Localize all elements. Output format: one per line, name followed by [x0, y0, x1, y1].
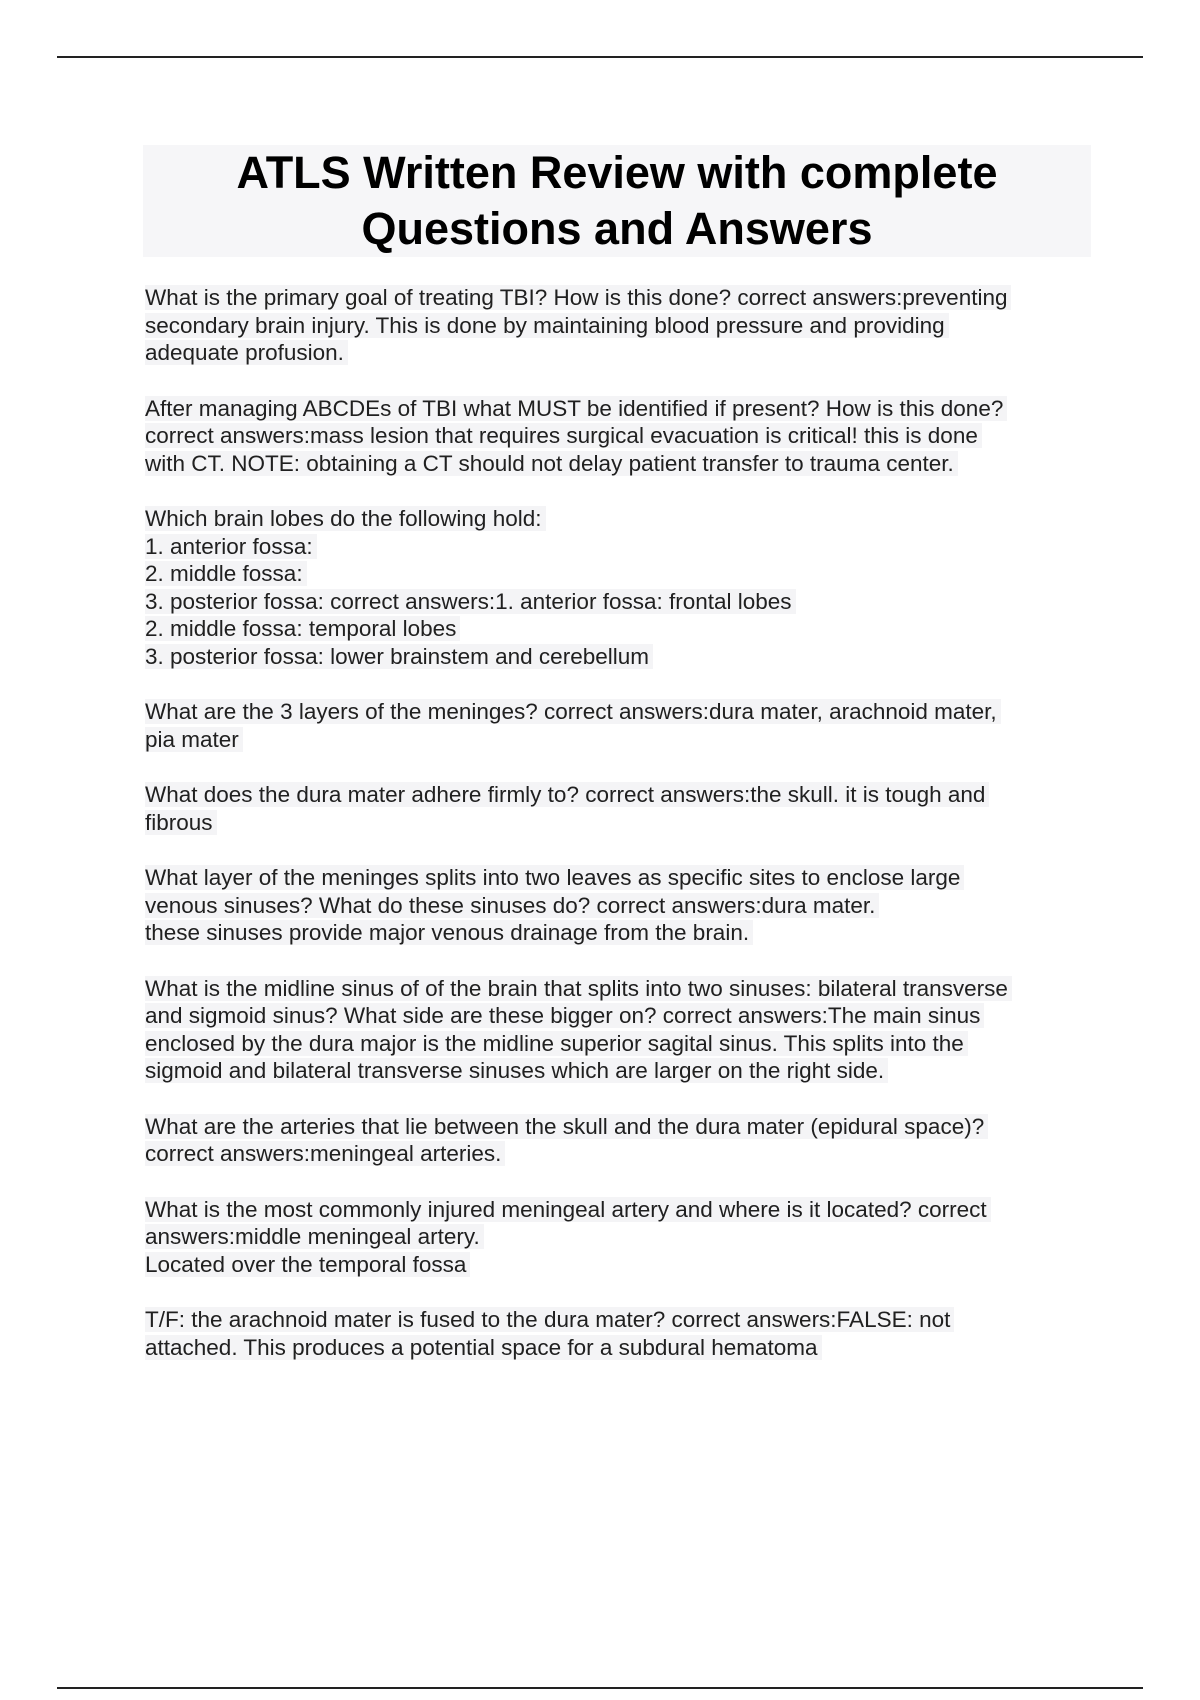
qa-item	[145, 864, 1075, 947]
qa-line-text: After managing ABCDEs of TBI what MUST be identified if present? How is this done?	[145, 396, 1007, 421]
qa-line	[145, 560, 1075, 588]
qa-line-text: 3. posterior fossa: correct answers:1. anterior fossa: frontal lobes	[145, 589, 796, 614]
qa-line	[145, 1251, 1075, 1279]
qa-line	[145, 781, 1075, 809]
bottom-rule	[57, 1687, 1143, 1689]
qa-line-text: What does the dura mater adhere firmly to? correct answers:the skull. it is tough and	[145, 782, 989, 807]
qa-line	[145, 284, 1075, 312]
qa-line-text: What layer of the meninges splits into two leaves as specific sites to enclose large	[145, 865, 964, 890]
qa-line	[145, 643, 1075, 671]
qa-line	[145, 615, 1075, 643]
qa-line-text: Which brain lobes do the following hold:	[145, 506, 546, 531]
qa-line-text: Located over the temporal fossa	[145, 1252, 470, 1277]
qa-line-text: these sinuses provide major venous drainage from the brain.	[145, 920, 753, 945]
qa-item	[145, 1196, 1075, 1279]
qa-line	[145, 1030, 1075, 1058]
qa-line-text: answers:middle meningeal artery.	[145, 1224, 484, 1249]
qa-line-text: enclosed by the dura major is the midline superior sagital sinus. This splits into the	[145, 1031, 968, 1056]
qa-line	[145, 1113, 1075, 1141]
qa-line-text: secondary brain injury. This is done by maintaining blood pressure and providing	[145, 313, 949, 338]
qa-line-text: 2. middle fossa:	[145, 561, 307, 586]
qa-line-text: attached. This produces a potential space for a subdural hematoma	[145, 1335, 822, 1360]
qa-item	[145, 781, 1075, 836]
qa-line	[145, 450, 1075, 478]
qa-line	[145, 1334, 1075, 1362]
qa-line-text: with CT. NOTE: obtaining a CT should not delay patient transfer to trauma center.	[145, 451, 958, 476]
qa-line-text: 1. anterior fossa:	[145, 534, 317, 559]
qa-item	[145, 505, 1075, 670]
qa-line	[145, 1196, 1075, 1224]
qa-item	[145, 1306, 1075, 1361]
qa-item	[145, 395, 1075, 478]
qa-list	[145, 284, 1075, 1389]
qa-line-text: fibrous	[145, 810, 217, 835]
qa-line-text: T/F: the arachnoid mater is fused to the dura mater? correct answers:FALSE: not	[145, 1307, 954, 1332]
qa-line	[145, 892, 1075, 920]
qa-line	[145, 698, 1075, 726]
qa-line	[145, 505, 1075, 533]
qa-line	[145, 422, 1075, 450]
qa-line-text: What is the primary goal of treating TBI? How is this done? correct answers:preventing	[145, 285, 1011, 310]
top-rule	[57, 56, 1143, 58]
qa-line	[145, 1140, 1075, 1168]
qa-item	[145, 284, 1075, 367]
qa-line-text: correct answers:mass lesion that requires surgical evacuation is critical! this is done	[145, 423, 982, 448]
qa-line-text: What is the most commonly injured meningeal artery and where is it located? correct	[145, 1197, 991, 1222]
qa-line	[145, 395, 1075, 423]
qa-line-text: pia mater	[145, 727, 243, 752]
qa-line	[145, 1223, 1075, 1251]
qa-line	[145, 588, 1075, 616]
qa-line	[145, 809, 1075, 837]
title-line: Questions and Answers	[361, 203, 873, 254]
qa-line-text: correct answers:meningeal arteries.	[145, 1141, 505, 1166]
qa-line	[145, 975, 1075, 1003]
qa-item	[145, 698, 1075, 753]
qa-line	[145, 533, 1075, 561]
qa-line	[145, 864, 1075, 892]
qa-line	[145, 339, 1075, 367]
qa-line	[145, 1057, 1075, 1085]
qa-line	[145, 1306, 1075, 1334]
title-line: ATLS Written Review with complete	[236, 147, 998, 198]
qa-line-text: What are the 3 layers of the meninges? correct answers:dura mater, arachnoid mater,	[145, 699, 1001, 724]
qa-item	[145, 1113, 1075, 1168]
qa-line-text: 3. posterior fossa: lower brainstem and cerebellum	[145, 644, 653, 669]
qa-line	[145, 312, 1075, 340]
qa-line-text: and sigmoid sinus? What side are these bigger on? correct answers:The main sinus	[145, 1003, 984, 1028]
document-title	[143, 145, 1091, 257]
qa-line-text: adequate profusion.	[145, 340, 348, 365]
qa-line	[145, 1002, 1075, 1030]
qa-line-text: What is the midline sinus of of the brain that splits into two sinuses: bilateral transverse	[145, 976, 1012, 1001]
qa-line-text: What are the arteries that lie between the skull and the dura mater (epidural space)?	[145, 1114, 988, 1139]
qa-line	[145, 726, 1075, 754]
qa-line	[145, 919, 1075, 947]
qa-line-text: venous sinuses? What do these sinuses do? correct answers:dura mater.	[145, 893, 879, 918]
qa-line-text: sigmoid and bilateral transverse sinuses which are larger on the right side.	[145, 1058, 888, 1083]
qa-item	[145, 975, 1075, 1085]
qa-line-text: 2. middle fossa: temporal lobes	[145, 616, 460, 641]
